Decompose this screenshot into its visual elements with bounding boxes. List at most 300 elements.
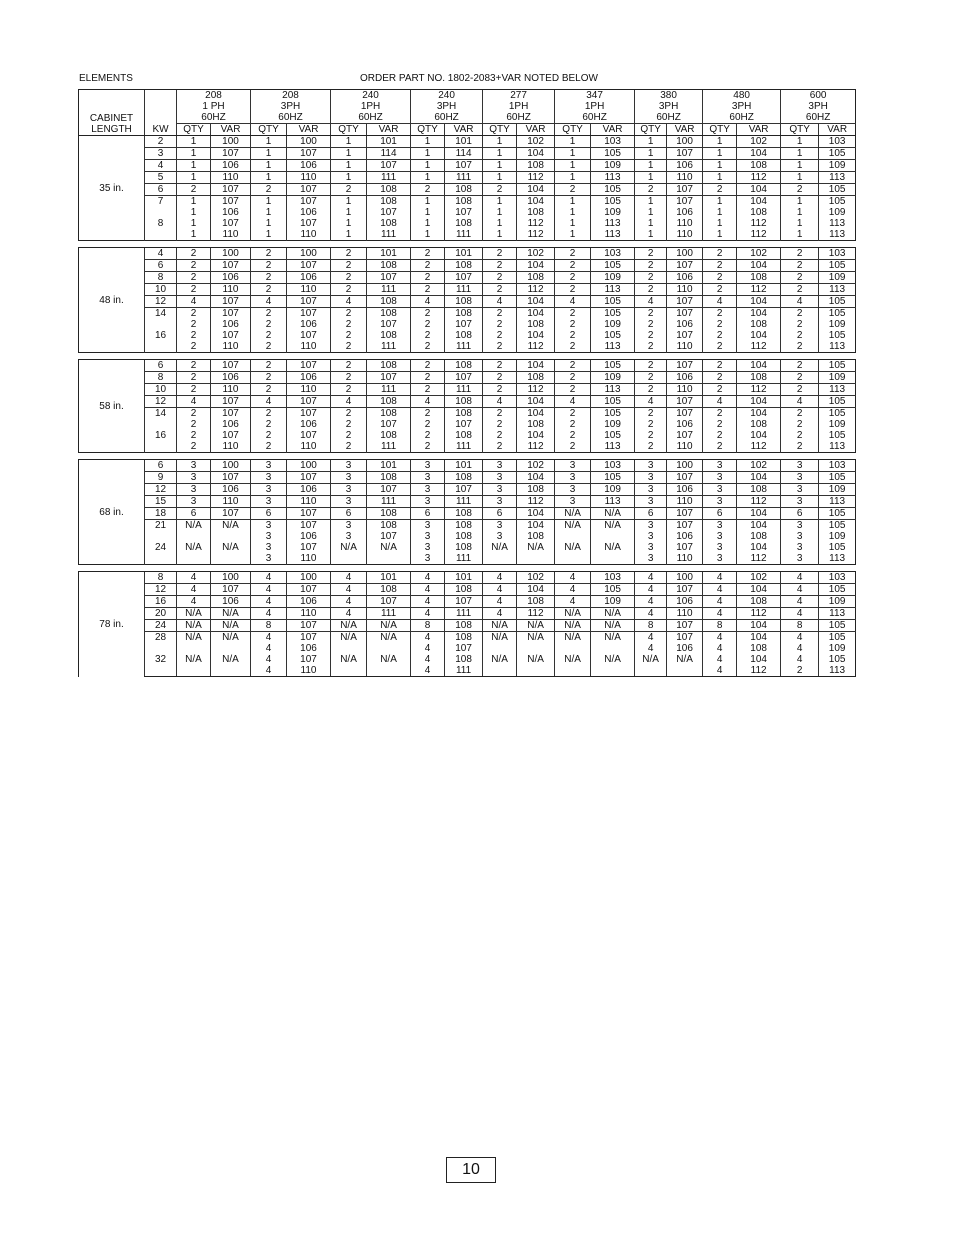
qty-cell: 4 (781, 572, 819, 584)
var-cell: N/A (591, 608, 635, 620)
qty-cell: 3 (411, 520, 445, 532)
qty-cell: 1 (331, 196, 367, 208)
var-cell: 103 (819, 572, 856, 584)
var-cell: N/A (211, 654, 251, 665)
qty-cell: 4 (703, 572, 737, 584)
qty-cell: N/A (177, 542, 211, 553)
qty-cell: 2 (411, 430, 445, 441)
var-cell: 104 (737, 330, 781, 341)
qty-cell: 2 (781, 341, 819, 353)
qty-cell: 2 (331, 372, 367, 384)
var-cell: 104 (737, 196, 781, 208)
qty-cell: 1 (703, 207, 737, 218)
qty-cell: 2 (483, 441, 517, 453)
var-cell: 109 (819, 319, 856, 330)
cabinet-label-line2: LENGTH (91, 124, 132, 135)
voltage-header (177, 90, 251, 124)
kw-cell: 18 (145, 508, 177, 520)
var-cell: 113 (819, 172, 856, 184)
var-cell (591, 665, 635, 677)
var-cell: 110 (287, 608, 331, 620)
var-cell: 111 (367, 608, 411, 620)
voltage-header (781, 90, 856, 124)
kw-cell: 14 (145, 308, 177, 320)
var-cell: N/A (367, 654, 411, 665)
qty-cell: 1 (177, 172, 211, 184)
table-row (79, 441, 856, 453)
qty-cell: 3 (781, 531, 819, 542)
var-cell: 107 (367, 484, 411, 496)
cabinet-label-line1: CABINET (89, 113, 134, 124)
voltage-header (703, 90, 781, 124)
var-cell: 105 (819, 632, 856, 644)
qty-cell: 6 (635, 508, 667, 520)
var-cell (591, 643, 635, 654)
qty-cell: 4 (781, 396, 819, 408)
var-cell: 100 (667, 572, 703, 584)
qty-cell: 3 (635, 484, 667, 496)
qty-cell: 1 (411, 218, 445, 229)
var-cell: 106 (667, 160, 703, 172)
qty-cell: N/A (331, 542, 367, 553)
table-row (79, 484, 856, 496)
table-row (79, 284, 856, 296)
qty-cell: 2 (703, 260, 737, 272)
var-cell: 103 (591, 136, 635, 148)
table-row (79, 296, 856, 308)
var-cell: 105 (591, 260, 635, 272)
var-cell: 109 (591, 207, 635, 218)
qty-cell: 2 (483, 248, 517, 260)
var-cell: 105 (591, 408, 635, 420)
qty-cell: 2 (703, 319, 737, 330)
var-cell: 113 (819, 553, 856, 565)
table-row (79, 643, 856, 654)
qty-cell: 4 (635, 296, 667, 308)
var-cell: 100 (211, 136, 251, 148)
var-cell (517, 665, 555, 677)
qty-header: QTY (555, 124, 591, 136)
qty-cell: 2 (411, 441, 445, 453)
var-cell: 113 (819, 665, 856, 677)
qty-cell: 3 (331, 520, 367, 532)
var-cell: 108 (367, 408, 411, 420)
var-cell: 103 (591, 460, 635, 472)
qty-cell: 6 (411, 508, 445, 520)
var-cell: 111 (445, 441, 483, 453)
table-row (79, 572, 856, 584)
qty-cell: 4 (251, 296, 287, 308)
qty-cell: 2 (703, 308, 737, 320)
var-cell: 109 (819, 643, 856, 654)
var-cell: 110 (287, 665, 331, 677)
qty-cell: 2 (781, 319, 819, 330)
qty-cell: 2 (177, 384, 211, 396)
var-cell: 107 (211, 584, 251, 596)
table-row (79, 319, 856, 330)
var-cell: 108 (445, 260, 483, 272)
qty-cell: 2 (483, 341, 517, 353)
var-cell: 104 (517, 308, 555, 320)
var-header: VAR (517, 124, 555, 136)
qty-cell: 2 (331, 330, 367, 341)
qty-cell: 4 (411, 584, 445, 596)
qty-cell: 3 (635, 460, 667, 472)
qty-cell: 8 (781, 620, 819, 632)
var-cell: 108 (445, 218, 483, 229)
qty-cell: 4 (703, 584, 737, 596)
voltage-header (331, 90, 411, 124)
qty-cell: 4 (781, 296, 819, 308)
qty-cell: 2 (251, 408, 287, 420)
var-cell: 107 (211, 296, 251, 308)
var-cell: 108 (737, 643, 781, 654)
var-cell: 106 (211, 484, 251, 496)
qty-cell: 4 (555, 584, 591, 596)
var-cell: 104 (517, 508, 555, 520)
qty-cell: 2 (483, 372, 517, 384)
qty-cell: 2 (703, 330, 737, 341)
var-cell: 107 (445, 419, 483, 430)
var-cell: 100 (211, 572, 251, 584)
var-cell: 109 (591, 484, 635, 496)
qty-cell: 4 (555, 396, 591, 408)
var-cell: 112 (517, 218, 555, 229)
qty-cell: 2 (703, 360, 737, 372)
var-cell: 112 (517, 441, 555, 453)
qty-cell: 3 (635, 472, 667, 484)
var-cell: 102 (517, 136, 555, 148)
var-cell: 108 (737, 484, 781, 496)
qty-cell: 2 (177, 308, 211, 320)
qty-cell: 1 (411, 196, 445, 208)
qty-cell: 1 (251, 148, 287, 160)
cabinet-length-cell: 48 in. (79, 248, 145, 353)
qty-cell: 2 (177, 330, 211, 341)
var-cell: 102 (737, 136, 781, 148)
table-row (79, 172, 856, 184)
qty-cell (555, 665, 591, 677)
var-cell: 107 (445, 372, 483, 384)
var-cell: 107 (367, 531, 411, 542)
qty-cell: 2 (251, 272, 287, 284)
table-row (79, 508, 856, 520)
qty-cell: 1 (251, 229, 287, 241)
qty-cell: 1 (635, 148, 667, 160)
var-cell: 112 (517, 384, 555, 396)
qty-cell: 2 (781, 372, 819, 384)
qty-cell: 1 (177, 160, 211, 172)
var-cell (211, 643, 251, 654)
qty-cell: 2 (781, 260, 819, 272)
qty-cell: N/A (483, 542, 517, 553)
var-cell: 107 (445, 643, 483, 654)
qty-cell: 1 (177, 136, 211, 148)
qty-cell: 2 (177, 419, 211, 430)
var-cell: 108 (445, 408, 483, 420)
phase-value: 1PH (360, 101, 381, 112)
var-cell: 111 (445, 665, 483, 677)
var-cell: 110 (211, 284, 251, 296)
var-cell: 105 (819, 296, 856, 308)
var-cell: 104 (517, 260, 555, 272)
var-cell: 106 (667, 419, 703, 430)
var-cell: 110 (211, 341, 251, 353)
var-cell: 104 (737, 584, 781, 596)
qty-cell: 2 (251, 284, 287, 296)
qty-header: QTY (411, 124, 445, 136)
qty-cell: 2 (251, 330, 287, 341)
var-cell: 112 (737, 384, 781, 396)
qty-cell: 2 (177, 360, 211, 372)
var-cell: 107 (667, 508, 703, 520)
var-cell: 110 (287, 384, 331, 396)
kw-cell: 9 (145, 472, 177, 484)
var-cell: 105 (819, 360, 856, 372)
table-row (79, 496, 856, 508)
var-cell: 101 (445, 136, 483, 148)
table-row (79, 384, 856, 396)
section-label: ELEMENTS (79, 73, 133, 84)
var-cell: 105 (819, 308, 856, 320)
var-cell: 105 (819, 472, 856, 484)
var-cell: 113 (591, 284, 635, 296)
qty-cell: 1 (555, 196, 591, 208)
qty-cell: 3 (483, 484, 517, 496)
var-cell: N/A (367, 620, 411, 632)
var-cell: 108 (517, 596, 555, 608)
qty-cell: 2 (331, 284, 367, 296)
qty-cell: 2 (483, 308, 517, 320)
kw-cell (145, 207, 177, 218)
qty-cell: 1 (555, 229, 591, 241)
qty-cell: 2 (635, 260, 667, 272)
var-cell: 107 (667, 196, 703, 208)
var-cell: 108 (445, 430, 483, 441)
qty-cell: 2 (411, 260, 445, 272)
var-cell: 112 (737, 608, 781, 620)
qty-cell (331, 553, 367, 565)
var-cell: 107 (211, 196, 251, 208)
var-cell: N/A (517, 620, 555, 632)
qty-cell: 2 (331, 184, 367, 196)
var-cell: 107 (211, 330, 251, 341)
var-cell: 113 (819, 284, 856, 296)
table-row (79, 229, 856, 241)
var-cell: 104 (517, 184, 555, 196)
qty-cell: 4 (411, 296, 445, 308)
qty-header: QTY (483, 124, 517, 136)
qty-cell: 1 (781, 148, 819, 160)
qty-cell: 2 (555, 372, 591, 384)
voltage-value: 208 (282, 90, 299, 101)
var-cell: 112 (737, 665, 781, 677)
qty-cell: 4 (177, 584, 211, 596)
qty-cell: 3 (703, 496, 737, 508)
qty-cell: 1 (483, 148, 517, 160)
var-cell: 107 (287, 584, 331, 596)
table-row (79, 330, 856, 341)
var-cell: 106 (287, 207, 331, 218)
qty-cell: 2 (555, 441, 591, 453)
var-cell: 101 (367, 460, 411, 472)
var-cell (367, 643, 411, 654)
var-cell: 103 (819, 460, 856, 472)
voltage-header (411, 90, 483, 124)
frequency-value: 60HZ (582, 112, 607, 123)
qty-cell: 2 (411, 341, 445, 353)
qty-cell: 1 (703, 196, 737, 208)
kw-cell: 12 (145, 396, 177, 408)
qty-cell (331, 665, 367, 677)
var-cell: 106 (667, 643, 703, 654)
phase-value: 1PH (508, 101, 529, 112)
qty-cell: 3 (331, 484, 367, 496)
qty-cell: 2 (703, 419, 737, 430)
qty-cell: 1 (411, 160, 445, 172)
qty-cell: 3 (331, 472, 367, 484)
qty-cell: 3 (411, 460, 445, 472)
kw-cell (145, 341, 177, 353)
qty-cell: 3 (177, 484, 211, 496)
var-cell (211, 553, 251, 565)
voltage-header (251, 90, 331, 124)
var-cell: 104 (517, 360, 555, 372)
var-cell: 108 (367, 520, 411, 532)
var-cell: 103 (591, 572, 635, 584)
var-cell: 107 (287, 296, 331, 308)
qty-cell (555, 531, 591, 542)
var-header: VAR (737, 124, 781, 136)
var-cell: 108 (367, 296, 411, 308)
qty-cell: 2 (177, 430, 211, 441)
qty-cell: 2 (331, 408, 367, 420)
var-cell: 104 (517, 148, 555, 160)
var-cell: N/A (517, 632, 555, 644)
qty-cell: N/A (555, 632, 591, 644)
var-cell (517, 643, 555, 654)
qty-cell: 1 (331, 148, 367, 160)
var-cell: 112 (737, 341, 781, 353)
var-cell: 108 (445, 531, 483, 542)
var-cell: 113 (819, 218, 856, 229)
table-row (79, 360, 856, 372)
qty-cell: 2 (483, 419, 517, 430)
kw-cell: 12 (145, 484, 177, 496)
qty-cell: N/A (331, 632, 367, 644)
var-cell: 100 (211, 460, 251, 472)
qty-cell: 4 (177, 572, 211, 584)
qty-cell: 4 (781, 643, 819, 654)
var-cell: 112 (737, 218, 781, 229)
qty-cell: 1 (331, 229, 367, 241)
qty-cell: 4 (411, 632, 445, 644)
var-cell: 108 (737, 531, 781, 542)
var-cell: 105 (819, 148, 856, 160)
var-cell: 110 (287, 496, 331, 508)
qty-cell: 4 (411, 665, 445, 677)
var-cell: 112 (517, 284, 555, 296)
var-cell: 114 (445, 148, 483, 160)
qty-cell: 2 (635, 330, 667, 341)
qty-cell: 1 (483, 172, 517, 184)
var-cell: 110 (287, 284, 331, 296)
frequency-value: 60HZ (278, 112, 303, 123)
qty-cell: 3 (411, 484, 445, 496)
page-number: 10 (446, 1157, 496, 1183)
qty-cell: 4 (703, 296, 737, 308)
var-cell: 107 (667, 148, 703, 160)
var-cell: 106 (667, 531, 703, 542)
qty-cell: 2 (635, 272, 667, 284)
var-cell: 107 (287, 196, 331, 208)
qty-cell: 4 (331, 396, 367, 408)
phase-value: 3PH (731, 101, 752, 112)
voltage-value: 347 (586, 90, 603, 101)
qty-cell: 2 (251, 248, 287, 260)
var-cell: 106 (211, 419, 251, 430)
table-row (79, 160, 856, 172)
qty-cell: 2 (635, 408, 667, 420)
table-row (79, 341, 856, 353)
qty-cell: 3 (411, 496, 445, 508)
var-cell (367, 553, 411, 565)
qty-cell: 2 (781, 184, 819, 196)
var-cell: 109 (819, 596, 856, 608)
table-row (79, 272, 856, 284)
qty-cell: 3 (251, 484, 287, 496)
qty-cell: 3 (781, 520, 819, 532)
kw-cell: 7 (145, 196, 177, 208)
var-cell: 108 (445, 508, 483, 520)
qty-cell: 4 (331, 608, 367, 620)
var-cell: 108 (737, 272, 781, 284)
qty-cell (331, 643, 367, 654)
separator-cell (79, 353, 856, 360)
var-cell: 107 (367, 207, 411, 218)
qty-cell: N/A (555, 608, 591, 620)
table-row (79, 308, 856, 320)
qty-cell: 3 (483, 520, 517, 532)
qty-cell: N/A (177, 632, 211, 644)
var-cell (591, 553, 635, 565)
qty-cell: 3 (483, 472, 517, 484)
qty-cell: 2 (483, 360, 517, 372)
qty-cell: 2 (331, 272, 367, 284)
qty-cell: 1 (635, 218, 667, 229)
var-cell: 107 (287, 654, 331, 665)
qty-header: QTY (781, 124, 819, 136)
qty-cell: 4 (703, 632, 737, 644)
table-row (79, 553, 856, 565)
qty-header: QTY (703, 124, 737, 136)
var-cell: 112 (737, 553, 781, 565)
var-cell: 111 (445, 229, 483, 241)
qty-cell: 3 (483, 460, 517, 472)
qty-cell: 4 (251, 584, 287, 596)
qty-cell: 4 (251, 643, 287, 654)
var-cell: 111 (445, 608, 483, 620)
var-cell: 104 (737, 260, 781, 272)
qty-cell: 2 (635, 341, 667, 353)
table-row (79, 260, 856, 272)
var-cell: 112 (737, 284, 781, 296)
var-cell: 112 (737, 496, 781, 508)
qty-cell: 3 (635, 542, 667, 553)
var-cell: 104 (737, 360, 781, 372)
var-cell: 108 (445, 542, 483, 553)
var-cell: 104 (517, 472, 555, 484)
